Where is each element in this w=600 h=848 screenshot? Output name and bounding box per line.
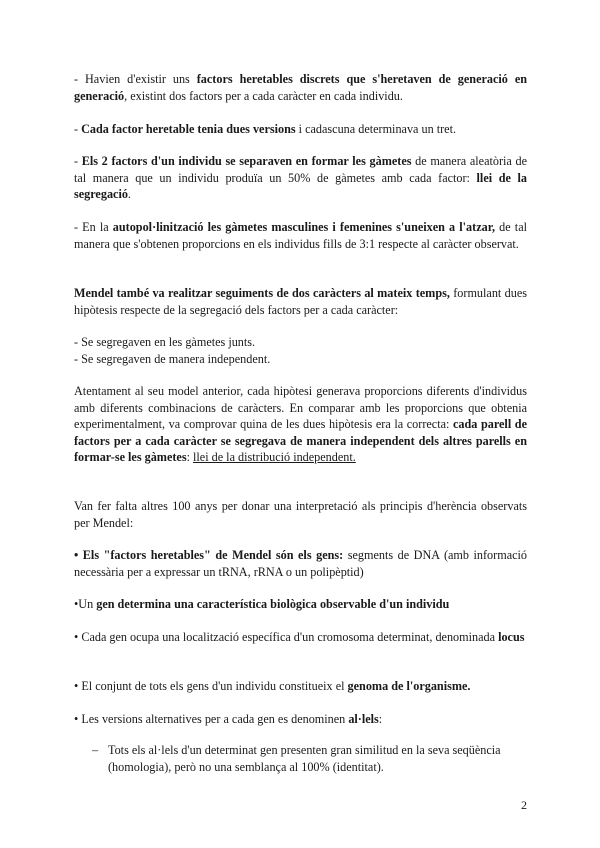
bold-text: locus (498, 630, 525, 644)
bullet-genes (74, 547, 527, 580)
text: • El conjunt de tots els gens d'un individu constitueix el (74, 679, 348, 693)
text: - En la (74, 220, 113, 234)
hypothesis-list (74, 334, 527, 367)
text: de tal manera que s'obtenen proporcions en els individus fills de 3:1 respecte al caràcter observat. (74, 220, 527, 251)
text: i cadascuna determinava un tret. (295, 122, 457, 136)
text: , existint dos factors per a cada caràcter en cada individu. (124, 88, 403, 103)
text: : (186, 450, 194, 465)
bold-text: Cada factor heretable tenia dues versions (81, 122, 296, 136)
hypothesis-item: - Se segregaven de manera independent. (74, 351, 271, 366)
bold-text: al·lels (348, 712, 379, 726)
bullet-locus (74, 629, 527, 646)
text: segments de DNA (amb informació necessària per a expressar un tRNA, rRNA o un polipèptid) (74, 548, 527, 579)
text: • Cada gen ocupa una localització específica d'un cromosoma determinat, denominada (74, 630, 499, 644)
text: •Un (74, 597, 97, 611)
text: - (74, 154, 82, 168)
law-of-independent-assortment: llei de la distribució independent. (193, 450, 356, 465)
paragraph-two-characters (74, 285, 527, 318)
bold-text: autopol·linització les gàmetes masculines i femenines s'uneixen a l'atzar, (112, 220, 496, 234)
bold-text: • Els "factors heretables" de Mendel són els gens: (74, 548, 344, 562)
text: - (74, 122, 82, 136)
paragraph-self-pollination (74, 219, 527, 252)
text: • Les versions alternatives per a cada gen es denominen (74, 712, 349, 726)
bullet-gene-characteristic (74, 596, 527, 613)
text: . (127, 187, 131, 202)
paragraph-independent-assortment (74, 383, 527, 466)
bold-text: genoma de l'organisme. (347, 679, 471, 693)
sub-item-alleles-similarity (108, 742, 527, 775)
bullet-genome (74, 678, 527, 695)
bold-text: Els 2 factors d'un individu se separaven en formar les gàmetes (81, 154, 412, 168)
text: Van fer falta altres 100 anys per donar una interpretació als principis d'herència observats per Mendel: (74, 499, 527, 530)
hypothesis-item: - Se segregaven en les gàmetes junts. (74, 335, 256, 349)
law-of-segregation: llei de la segregació (74, 170, 527, 202)
list-dash-marker: – (92, 743, 99, 757)
bullet-alleles (74, 711, 527, 728)
text: : (378, 712, 383, 726)
bold-text: cada parell de factors per a cada caràcter se segregava de manera independent dels altres parells en formar-se les gàmetes (74, 417, 527, 465)
bold-text: gen determina una característica biològica observable d'un individu (96, 597, 450, 611)
text: de manera aleatòria de tal manera que un individu produïa un 50% de gàmetes amb cada factor: (74, 154, 527, 185)
text: formulant dues hipòtesis respecte de la segregació dels factors per a cada caràcter: (74, 286, 527, 317)
bold-text: factors heretables discrets que s'heretaven de generació en generació (74, 72, 528, 103)
paragraph-two-versions (74, 121, 527, 138)
page-number: 2 (521, 798, 527, 812)
text: Atentament al seu model anterior, cada hipòtesi generava proporcions diferents d'individus amb diferents combinacions de caràcters. En comparar amb les proporcions que obtenia experimentalment, va comprovar quina de les dues hipòtesis era la correcta: (74, 384, 527, 432)
paragraph-discrete-factors (74, 71, 527, 104)
text: Tots els al·lels d'un determinat gen presenten gran similitud en la seva seqüència (homologia), però no una semblança al 100% (identitat). (108, 743, 501, 774)
paragraph-segregation (74, 153, 527, 203)
text: - Havien d'existir uns (74, 72, 197, 86)
paragraph-100-years (74, 498, 527, 531)
bold-text: Mendel també va realitzar seguiments de dos caràcters al mateix temps, (74, 286, 450, 300)
